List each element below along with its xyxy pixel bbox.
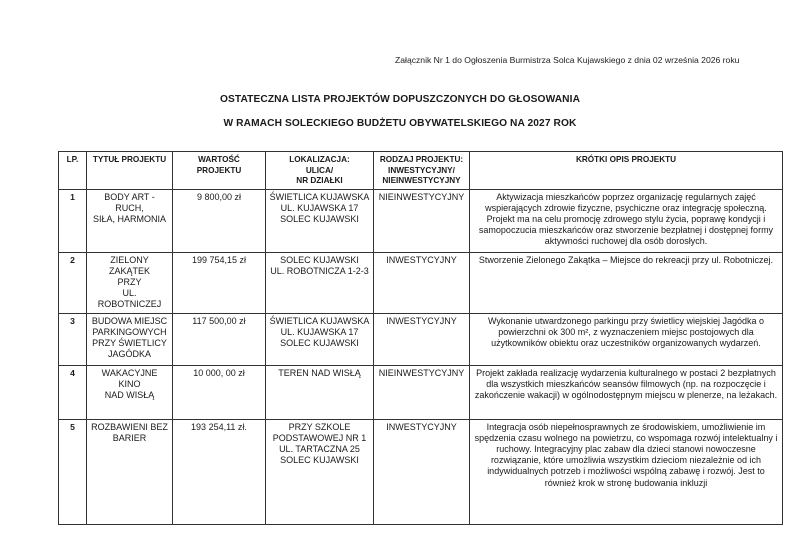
- cell-title: WAKACYJNE KINO NAD WISŁĄ: [87, 365, 173, 419]
- cell-location: SOLEC KUJAWSKI UL. ROBOTNICZA 1-2-3: [266, 252, 374, 313]
- table-header-row: [59, 152, 783, 190]
- cell-description: Integracja osób niepełnosprawnych ze środowiskiem, umożliwienie im spędzenia czasu wolnego na powietrzu, co wspomaga rozwój intelektualny i ruchowy. Integracyjny plac zabaw dla dzieci stanowi nowoczesne rozwiązanie, które umożliwia wszystkim dzieciom niezależnie od ich indywidualnych potrzeb i możliwości wspólną zabawę i rozwój. Jest to również krok w stronę budowania inkluzji: [470, 419, 783, 524]
- cell-title: BODY ART - RUCH, SIŁA, HARMONIA: [87, 189, 173, 252]
- table-row: [59, 365, 783, 419]
- cell-type: NIEINWESTYCYJNY: [374, 365, 470, 419]
- table-row: [59, 189, 783, 252]
- cell-type: INWESTYCYJNY: [374, 313, 470, 365]
- cell-lp: 2: [59, 252, 87, 313]
- table-row: [59, 252, 783, 313]
- cell-description: Aktywizacja mieszkańców poprzez organizację regularnych zajęć wspierających zdrowie fizyczne, psychiczne oraz integrację społeczną. Projekt ma na celu promocję zdrowego stylu życia, poprawę kondycji i samopoczucia mieszkańców oraz stworzenie bezpłatnej i dostępnej formy aktywności ruchowej dla osób dorosłych.: [470, 189, 783, 252]
- table-row: [59, 313, 783, 365]
- cell-lp: 5: [59, 419, 87, 524]
- cell-location: ŚWIETLICA KUJAWSKA UL. KUJAWSKA 17 SOLEC KUJAWSKI: [266, 313, 374, 365]
- cell-type: INWESTYCYJNY: [374, 252, 470, 313]
- cell-value: 10 000, 00 zł: [173, 365, 266, 419]
- cell-location: TEREN NAD WISŁĄ: [266, 365, 374, 419]
- cell-location: ŚWIETLICA KUJAWSKA UL. KUJAWSKA 17 SOLEC KUJAWSKI: [266, 189, 374, 252]
- cell-title: ZIELONY ZAKĄTEK PRZY UL. ROBOTNICZEJ: [87, 252, 173, 313]
- document-title-line-1: OSTATECZNA LISTA PROJEKTÓW DOPUSZCZONYCH DO GŁOSOWANIA: [219, 94, 581, 105]
- cell-lp: 1: [59, 189, 87, 252]
- col-header-description: KRÓTKI OPIS PROJEKTU: [470, 152, 783, 190]
- cell-lp: 3: [59, 313, 87, 365]
- cell-value: 117 500,00 zł: [173, 313, 266, 365]
- cell-lp: 4: [59, 365, 87, 419]
- cell-title: BUDOWA MIEJSC PARKINGOWYCH PRZY ŚWIETLICY JAGÓDKA: [87, 313, 173, 365]
- annex-note: Załącznik Nr 1 do Ogłoszenia Burmistrza Solca Kujawskiego z dnia 02 września 2026 roku: [395, 55, 740, 65]
- cell-value: 193 254,11 zł.: [173, 419, 266, 524]
- cell-type: INWESTYCYJNY: [374, 419, 470, 524]
- cell-value: 9 800,00 zł: [173, 189, 266, 252]
- cell-type: NIEINWESTYCYJNY: [374, 189, 470, 252]
- document-title-line-2: W RAMACH SOLECKIEGO BUDŻETU OBYWATELSKIEGO NA 2027 ROK: [223, 118, 577, 129]
- col-header-lp: LP.: [59, 152, 87, 190]
- col-header-title: TYTUŁ PROJEKTU: [87, 152, 173, 190]
- table-row: [59, 419, 783, 524]
- cell-description: Stworzenie Zielonego Zakątka – Miejsce do rekreacji przy ul. Robotniczej.: [470, 252, 783, 313]
- cell-location: PRZY SZKOLE PODSTAWOWEJ NR 1 UL. TARTACZNA 25 SOLEC KUJAWSKI: [266, 419, 374, 524]
- cell-description: Projekt zakłada realizację wydarzenia kulturalnego w postaci 2 bezpłatnych dla wszystkich mieszkańców seansów filmowych (np. na rozpoczęcie i zakończenie wakacji) w ogólnodostępnym miejscu w plenerze, na leżakach.: [470, 365, 783, 419]
- cell-title: ROZBAWIENI BEZ BARIER: [87, 419, 173, 524]
- cell-value: 199 754,15 zł: [173, 252, 266, 313]
- col-header-value: WARTOŚĆ PROJEKTU: [173, 152, 266, 190]
- col-header-location: LOKALIZACJA: ULICA/ NR DZIAŁKI: [266, 152, 374, 190]
- projects-table: [58, 151, 783, 525]
- cell-description: Wykonanie utwardzonego parkingu przy świetlicy wiejskiej Jagódka o powierzchni ok 300 m², z wyznaczeniem miejsc postojowych dla użytkowników obiektu oraz uczestników organizowanych wydarzeń.: [470, 313, 783, 365]
- col-header-type: RODZAJ PROJEKTU: INWESTYCYJNY/ NIEINWESTYCYJNY: [374, 152, 470, 190]
